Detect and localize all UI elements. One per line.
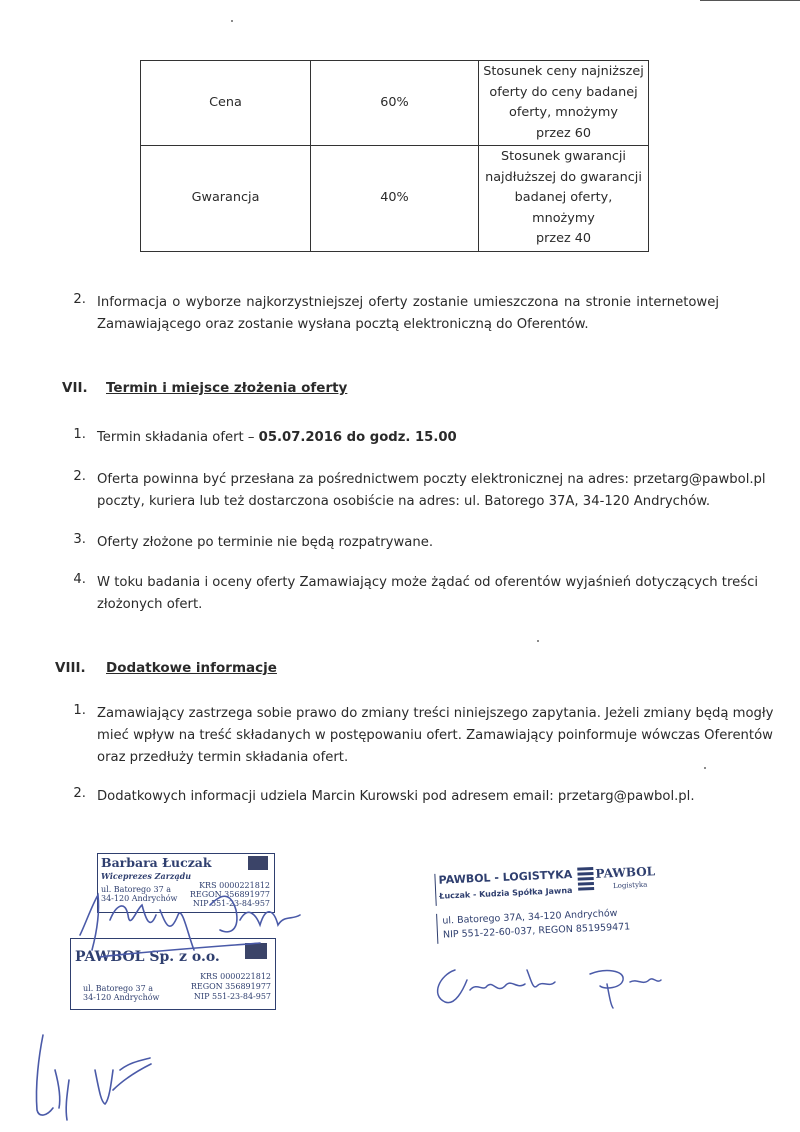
- description-cell: [479, 61, 649, 146]
- description-line: badanej oferty,: [514, 190, 613, 205]
- list-item-text: [97, 292, 719, 336]
- logistyka-stamp: [432, 856, 656, 956]
- text-line: złożonych ofert.: [97, 597, 203, 612]
- text-line: Zamawiającego oraz zostanie wysłana pocztą elektroniczną do Oferentów.: [97, 317, 589, 332]
- stamp-address: 34-120 Andrychów: [101, 894, 178, 903]
- text-line: Zamawiający zastrzega sobie prawo do zmiany treści niniejszego zapytania. Jeżeli zmiany będą mogły: [97, 706, 774, 721]
- list-item-text: [97, 572, 759, 616]
- text-line: Oferty złożone po terminie nie będą rozpatrywane.: [97, 535, 434, 550]
- description-line: mnożymy: [532, 210, 595, 226]
- deadline-value: 05.07.2016 do godz. 15.00: [258, 430, 457, 445]
- list-number: 2.: [73, 469, 86, 484]
- text-line: Informacja o wyborze najkorzystniejszej oferty zostanie umieszczona na stronie internetowej: [97, 295, 719, 310]
- list-item-text: [97, 469, 766, 513]
- text-line: poczty, kuriera lub też dostarczona osobiście na adres: ul. Batorego 37A, 34-120 Andrychów.: [97, 494, 711, 509]
- list-item-text: [97, 532, 719, 554]
- section-number: VII.: [62, 380, 88, 396]
- description-line: przez 40: [535, 231, 592, 246]
- signature-initials: [25, 1030, 165, 1125]
- stamp-nip: NIP 551-23-84-957: [192, 899, 270, 908]
- weight-cell: 60%: [311, 61, 479, 146]
- stamp-krs: KRS 0000221812: [199, 881, 270, 890]
- stamp-regon: REGON 356891977: [189, 890, 270, 899]
- text-line: Oferta powinna być przesłana za pośrednictwem poczty elektronicznej na adres: przetarg@pawbol.pl: [97, 472, 766, 487]
- list-number: 3.: [73, 532, 86, 547]
- scan-edge-line: [700, 0, 800, 1]
- stamp-logistyka-line2: Łuczak - Kudzia Spółka Jawna: [439, 885, 573, 901]
- pawbol-stripes-icon: [577, 867, 594, 896]
- deadline-label: Termin składania ofert –: [97, 430, 259, 445]
- list-number: 1.: [73, 427, 86, 442]
- stamp-address: ul. Batorego 37 a: [101, 885, 172, 894]
- stamp-address: 34-120 Andrychów: [83, 993, 160, 1002]
- stamp-brand: PAWBOL: [595, 864, 656, 881]
- stamp-logistyka-ids: NIP 551-22-60-037, REGON 851959471: [442, 921, 631, 941]
- description-cell: [479, 146, 649, 252]
- section-number: VIII.: [55, 660, 86, 676]
- stamp-name: Barbara Łuczak: [101, 855, 212, 870]
- weight-cell: 40%: [311, 146, 479, 252]
- description-line: Stosunek ceny najniższej: [483, 64, 644, 79]
- stamp-krs: KRS 0000221812: [200, 972, 271, 981]
- criterion-cell: Cena: [141, 61, 311, 146]
- table-row: [141, 146, 649, 252]
- list-number: 2.: [73, 292, 86, 307]
- signature-barbara: [70, 875, 310, 965]
- description-line: przez 60: [535, 125, 592, 141]
- list-item-text: [97, 427, 719, 449]
- stamp-logistyka-name: PAWBOL - LOGISTYKA: [438, 867, 573, 887]
- pawbol-logo-icon: [248, 856, 268, 870]
- table-row: [141, 61, 649, 146]
- description-line: Stosunek gwarancji: [500, 149, 626, 164]
- stamp-brand-sub: Logistyka: [612, 880, 648, 891]
- description-line: najdłuższej do gwarancji: [485, 169, 642, 185]
- text-line: W toku badania i oceny oferty Zamawiający może żądać od oferentów wyjaśnień dotyczących treści: [97, 575, 759, 590]
- stamp-logistyka-address: ul. Batorego 37A, 34-120 Andrychów: [442, 907, 618, 927]
- stamp-role: Wiceprezes Zarządu: [101, 871, 192, 881]
- list-number: 1.: [73, 703, 86, 718]
- section-title: Dodatkowe informacje: [106, 660, 277, 676]
- text-line: oraz przedłuży termin składania ofert.: [97, 750, 349, 765]
- stamp-company-name: PAWBOL Sp. z o.o.: [75, 949, 220, 965]
- criterion-cell: Gwarancja: [141, 146, 311, 252]
- list-item-text: [97, 703, 774, 769]
- criteria-table: [140, 60, 649, 252]
- text-line: Dodatkowych informacji udziela Marcin Kurowski pod adresem email: przetarg@pawbol.pl.: [97, 789, 695, 804]
- list-item-text: [97, 786, 719, 808]
- stamp-nip: NIP 551-23-84-957: [193, 992, 271, 1001]
- stamp-address: ul. Batorego 37 a: [83, 984, 154, 993]
- stamp-regon: REGON 356891977: [190, 982, 271, 991]
- description-line: oferty, mnożymy: [509, 105, 618, 120]
- section-title: Termin i miejsce złożenia oferty: [106, 380, 348, 396]
- list-number: 2.: [73, 786, 86, 801]
- description-line: oferty do ceny badanej: [489, 84, 638, 100]
- list-number: 4.: [73, 572, 86, 587]
- signature-logistyka: [425, 960, 665, 1010]
- text-line: mieć wpływ na treść składanych w postępowaniu ofert. Zamawiający poinformuje wówczas Oferentów: [97, 728, 773, 743]
- scan-speck: [231, 20, 233, 22]
- scan-speck: [537, 640, 539, 642]
